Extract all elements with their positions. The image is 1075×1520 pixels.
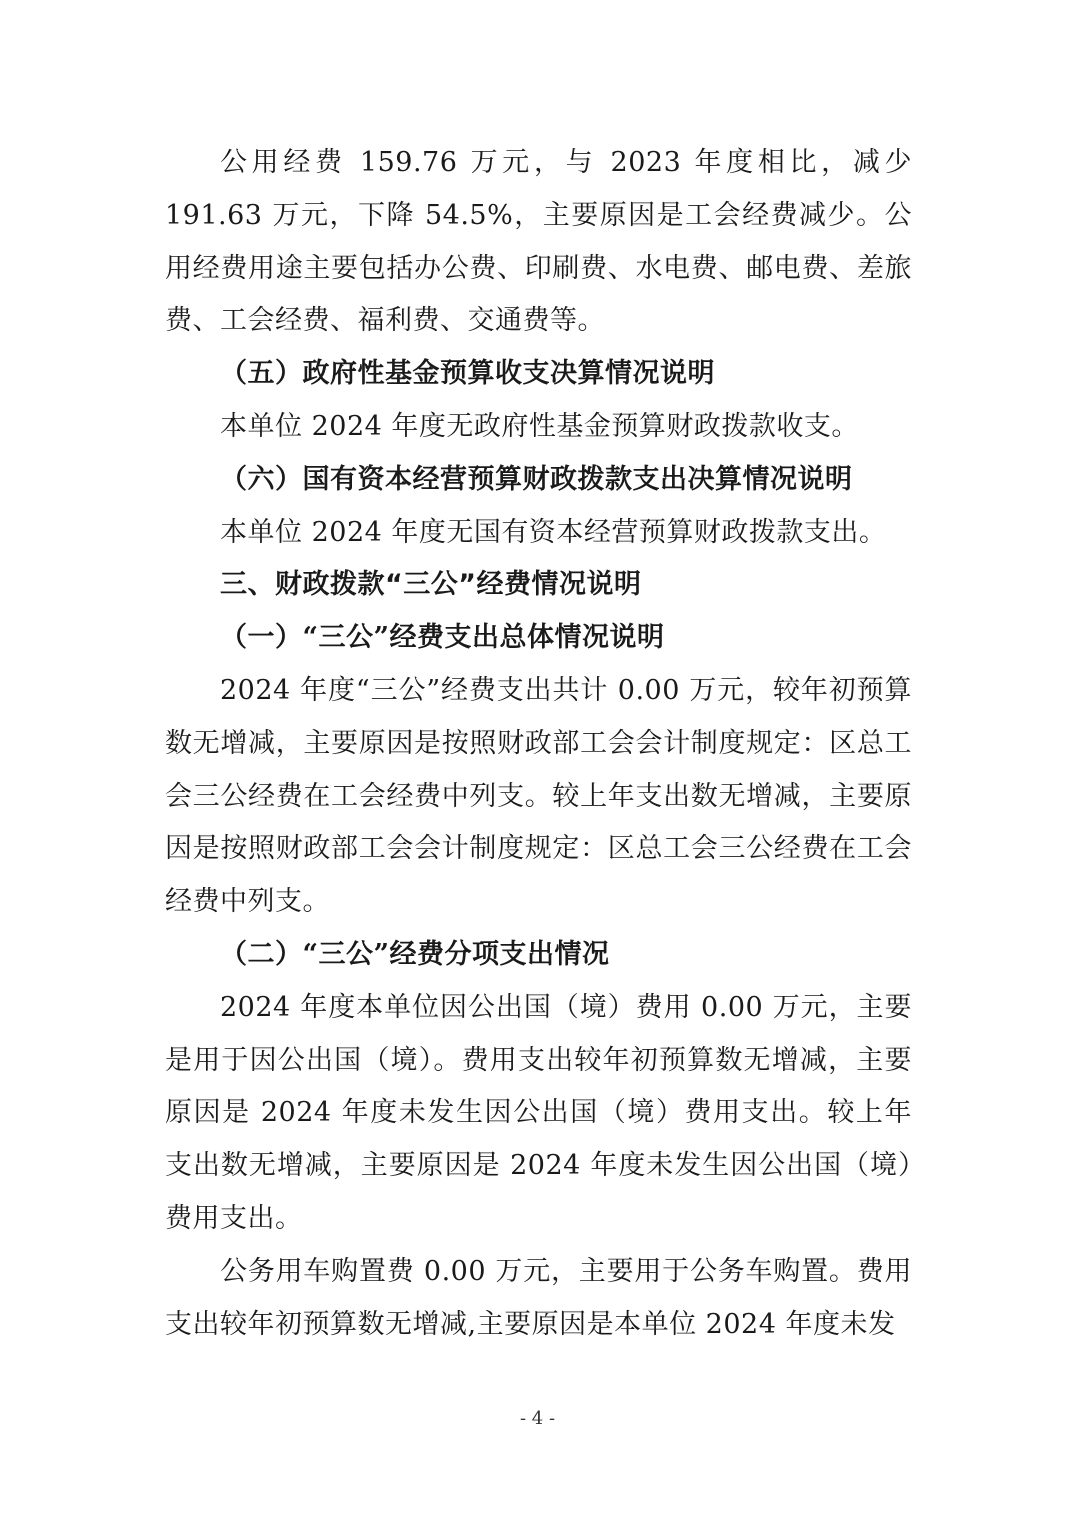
heading-three-public-items: （二）“三公”经费分项支出情况 <box>220 938 610 970</box>
page-number: - 4 - <box>519 1408 556 1429</box>
paragraph-public-expenses: 公用经费 159.76 万元，与 2023 年度相比，减少 191.63 万元，下降 54.5%，主要原因是工会经费减少。公用经费用途主要包括办公费、印刷费、水电费、邮电费、差旅费、工会经费、福利费、交通费等。 <box>165 147 912 337</box>
section-heading-three-public: 三、财政拨款“三公”经费情况说明 <box>220 569 642 601</box>
paragraph-overseas-travel: 2024 年度本单位因公出国（境）费用 0.00 万元，主要是用于因公出国（境）。费用支出较年初预算数无增减，主要原因是 2024 年度未发生因公出国（境）费用支出。较上年支出数无增减，主要原因是 2024 年度未发生因公出国（境）费用支出。 <box>165 991 912 1234</box>
paragraph-vehicle-purchase: 公务用车购置费 0.00 万元，主要用于公务车购置。费用支出较年初预算数无增减,主要原因是本单位 2024 年度未发 <box>165 1255 912 1340</box>
paragraph-government-fund: 本单位 2024 年度无政府性基金预算财政拨款收支。 <box>220 410 859 442</box>
paragraph-state-capital: 本单位 2024 年度无国有资本经营预算财政拨款支出。 <box>220 516 887 548</box>
heading-state-capital: （六）国有资本经营预算财政拨款支出决算情况说明 <box>220 463 853 495</box>
paragraph-three-public-overall: 2024 年度“三公”经费支出共计 0.00 万元，较年初预算数无增减，主要原因是按照财政部工会会计制度规定：区总工会三公经费在工会经费中列支。较上年支出数无增减，主要原因是按照财政部工会会计制度规定：区总工会三公经费在工会经费中列支。 <box>165 674 912 918</box>
document-body <box>165 137 912 1351</box>
heading-government-fund: （五）政府性基金预算收支决算情况说明 <box>220 358 715 390</box>
heading-three-public-overall: （一）“三公”经费支出总体情况说明 <box>220 622 665 654</box>
